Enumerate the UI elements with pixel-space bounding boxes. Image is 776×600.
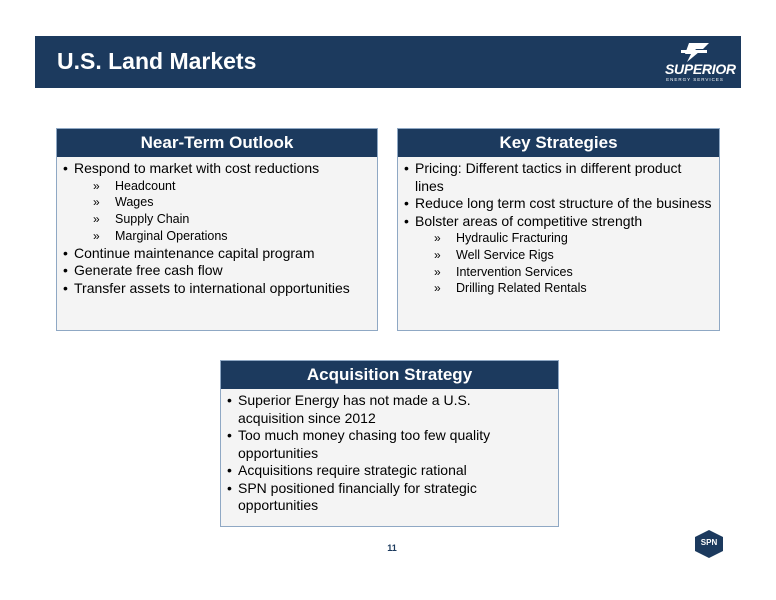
- spn-badge: [694, 530, 724, 558]
- sub-bullet-item: » Intervention Services: [404, 264, 713, 281]
- page-number: 11: [387, 543, 397, 553]
- sub-bullet-item: » Drilling Related Rentals: [404, 280, 713, 297]
- near-term-outlook-panel: [56, 128, 378, 331]
- bullet-item: • Superior Energy has not made a U.S. acquisition since 2012: [227, 392, 508, 427]
- slide-header: [35, 36, 741, 88]
- sub-bullet-item: » Marginal Operations: [63, 228, 371, 245]
- bullet-item: • Acquisitions require strategic rational: [227, 462, 508, 480]
- key-strategies-panel: [397, 128, 720, 331]
- bullet-item: • SPN positioned financially for strategic opportunities: [227, 480, 508, 515]
- logo-wordmark: SUPERIOR: [665, 61, 736, 77]
- superior-logo: [665, 42, 736, 84]
- spn-badge-label: SPN: [700, 538, 718, 547]
- sub-bullet-item: » Well Service Rigs: [404, 247, 713, 264]
- sub-bullet-item: » Headcount: [63, 178, 371, 195]
- bullet-item: • Too much money chasing too few quality opportunities: [227, 427, 508, 462]
- sub-bullet-item: » Hydraulic Fracturing: [404, 230, 713, 247]
- acquisition-strategy-panel: [220, 360, 559, 527]
- bullet-item: • Continue maintenance capital program: [63, 245, 371, 263]
- sub-bullet-item: » Supply Chain: [63, 211, 371, 228]
- bullet-item: • Generate free cash flow: [63, 262, 371, 280]
- acquisition-strategy-heading: Acquisition Strategy: [221, 361, 558, 389]
- key-strategies-heading: Key Strategies: [398, 129, 719, 157]
- bullet-item: • Pricing: Different tactics in different product lines: [404, 160, 713, 195]
- bullet-item: • Transfer assets to international opportunities: [63, 280, 371, 298]
- logo-tagline: ENERGY SERVICES: [666, 77, 724, 82]
- sub-bullet-item: » Wages: [63, 194, 371, 211]
- slide-title: U.S. Land Markets: [57, 48, 257, 74]
- near-term-outlook-heading: Near-Term Outlook: [57, 129, 377, 157]
- bullet-item: • Reduce long term cost structure of the business: [404, 195, 713, 213]
- bullet-item: • Bolster areas of competitive strength: [404, 213, 713, 231]
- bullet-item: • Respond to market with cost reductions: [63, 160, 371, 178]
